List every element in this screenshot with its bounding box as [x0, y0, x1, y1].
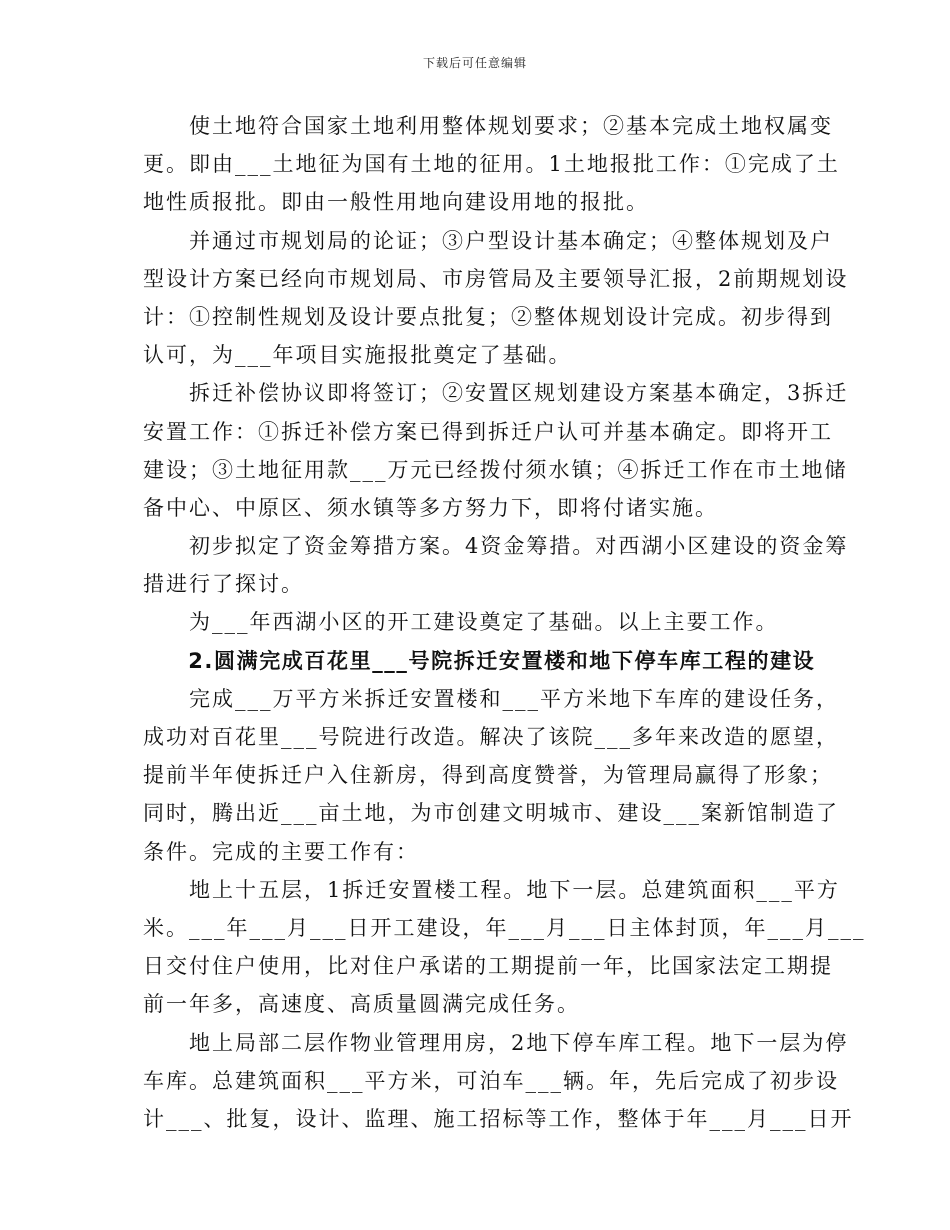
text-line: 为___年西湖小区的开工建设奠定了基础。以上主要工作。 — [143, 610, 779, 635]
text-line: 提前半年使拆迁户入住新房，得到高度赞誉，为管理局赢得了形象； — [143, 763, 833, 788]
text-line: 日交付住户使用，比对住户承诺的工期提前一年，比国家法定工期提 — [143, 954, 833, 979]
text-line: 完成___万平方米拆迁安置楼和___平方米地下车库的建设任务， — [143, 686, 839, 711]
text-line: 备中心、中原区、须水镇等多方努力下，即将付诸实施。 — [143, 495, 718, 520]
text-line: 地上局部二层作物业管理用房，2地下停车库工程。地下一层为停 — [143, 1030, 849, 1055]
text-line: 型设计方案已经向市规划局、市房管局及主要领导汇报，2前期规划设 — [143, 266, 849, 291]
text-line: 认可，为___年项目实施报批奠定了基础。 — [143, 343, 572, 368]
text-line: 计___、批复，设计、监理、施工招标等工作，整体于年___月___日开 — [143, 1106, 854, 1131]
text-line: 使土地符合国家土地利用整体规划要求；②基本完成土地权属变 — [143, 114, 833, 138]
text-line: 米。___年___月___日开工建设，年___月___日主体封顶，年___月___ — [143, 915, 866, 940]
document-body — [143, 107, 866, 1138]
text-line: 地上十五层，1拆迁安置楼工程。地下一层。总建筑面积___平方 — [143, 877, 840, 902]
text-line: 计：①控制性规划及设计要点批复；②整体规划设计完成。初步得到 — [143, 304, 833, 329]
text-line: 同时，腾出近___亩土地，为市创建文明城市、建设___案新馆制造了 — [143, 801, 839, 826]
text-line: 并通过市规划局的论证；③户型设计基本确定；④整体规划及户 — [143, 228, 833, 253]
page-header: 下载后可任意编辑 — [422, 56, 527, 70]
text-line: 建设；③土地征用款___万元已经拨付须水镇；④拆迁工作在市土地储 — [143, 457, 848, 482]
text-line: 前一年多，高速度、高质量圆满完成任务。 — [143, 992, 580, 1017]
text-line: 拆迁补偿协议即将签订；②安置区规划建设方案基本确定，3拆迁 — [143, 381, 849, 406]
text-line: 更。即由___土地征为国有土地的征用。1土地报批工作：①完成了土 — [143, 152, 840, 177]
text-line: 措进行了探讨。 — [143, 572, 304, 597]
text-line: 初步拟定了资金筹措方案。4资金筹措。对西湖小区建设的资金筹 — [143, 534, 849, 559]
section-heading: 2.圆满完成百花里___号院拆迁安置楼和地下停车库工程的建设 — [143, 648, 816, 673]
text-line: 安置工作：①拆迁补偿方案已得到拆迁户认可并基本确定。即将开工 — [143, 419, 833, 444]
text-line: 成功对百花里___号院进行改造。解决了该院___多年来改造的愿望， — [143, 725, 839, 749]
text-line: 地性质报批。即由一般性用地向建设用地的报批。 — [143, 190, 649, 215]
text-line: 条件。完成的主要工作有： — [143, 839, 419, 864]
text-line: 车库。总建筑面积___平方米，可泊车___辆。年，先后完成了初步设 — [143, 1068, 839, 1093]
